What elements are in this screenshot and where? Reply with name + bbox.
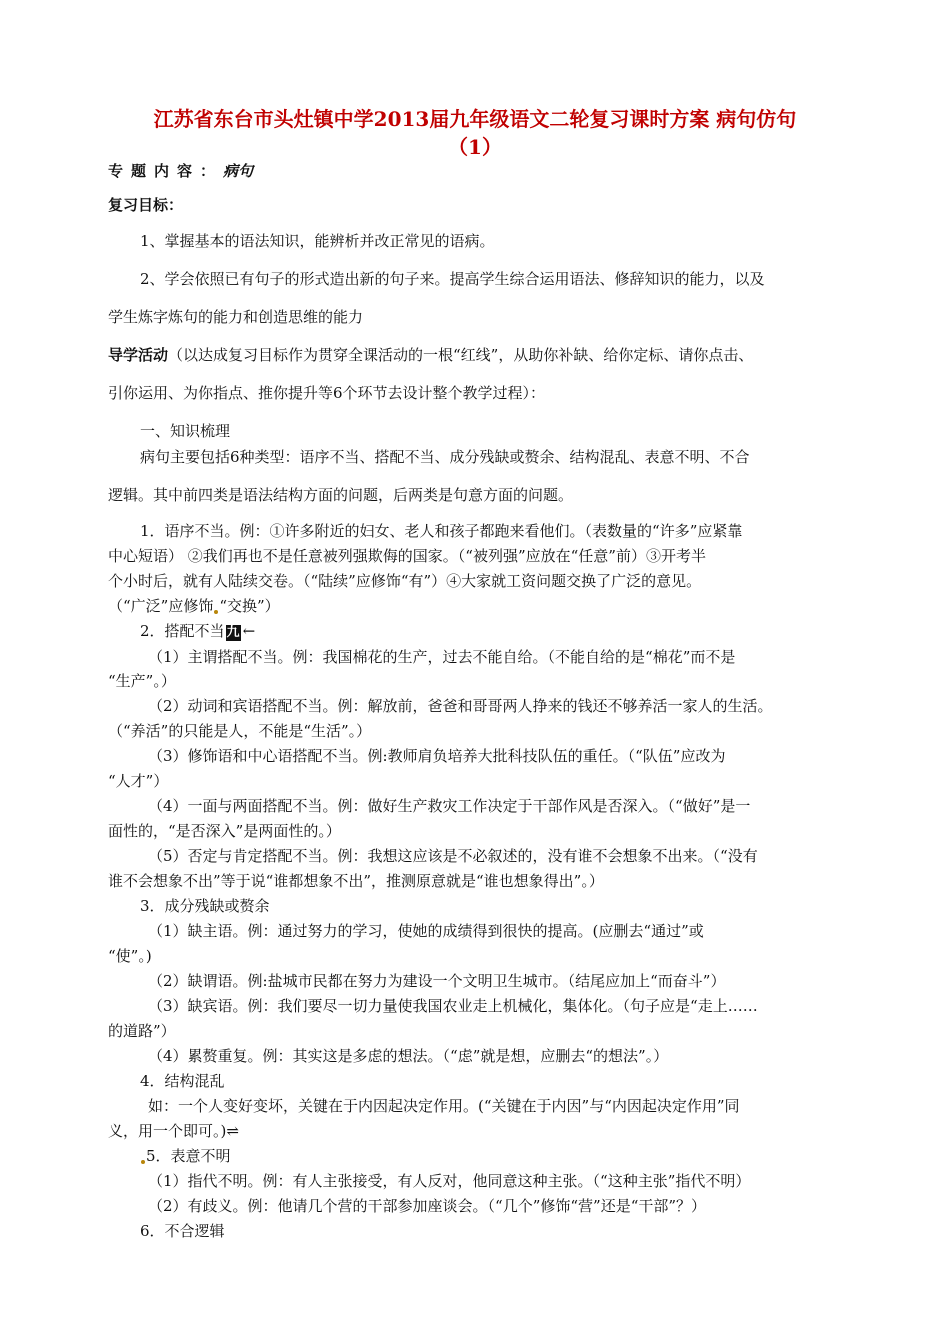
goals-heading: 复习目标：: [108, 196, 184, 214]
item-1-line-1: 1．语序不当。例：①许多附近的妇女、老人和孩子都跑来看他们。（表数量的“许多”应紧靠: [140, 522, 743, 540]
goal-item-2-line-1: 2、学会依照已有句子的形式造出新的句子来。提高学生综合运用语法、修辞知识的能力，以及: [140, 270, 765, 288]
item-3-1-line-2: “使”。): [108, 947, 152, 965]
activity-text-1: （以达成复习目标作为贯穿全课活动的一根“红线”，从助你补缺、给你定标、请你点击、: [168, 346, 754, 364]
item-3-4-line: （4）累赘重复。例：其实这是多虑的想法。（“虑”就是想，应删去“的想法”。）: [148, 1047, 669, 1065]
item-5-heading-row: [140, 1145, 231, 1166]
item-5-2-line: （2）有歧义。例：他请几个营的干部参加座谈会。（“几个”修饰“营”还是“干部”？）: [148, 1197, 707, 1215]
section-1-paragraph-1: 病句主要包括6种类型：语序不当、搭配不当、成分残缺或赘余、结构混乱、表意不明、不合: [140, 448, 750, 466]
item-6-heading: 6．不合逻辑: [140, 1222, 225, 1240]
item-1-line-2: 中心短语） ②我们再也不是任意被列强欺侮的国家。（“被列强”应放在“任意”前）③开考半: [108, 547, 706, 565]
activity-line-1: [108, 344, 753, 365]
item-2-4-line-2: 面性的，“是否深入”是两面性的。）: [108, 822, 341, 840]
item-3-3-line-2: 的道路”）: [108, 1022, 176, 1040]
goal-item-1: 1、掌握基本的语法知识，能辨析并改正常见的语病。: [140, 232, 495, 250]
item-1-line-4: [108, 595, 280, 616]
item-2-heading-row: [140, 620, 255, 641]
item-3-heading: 3．成分残缺或赘余: [140, 897, 270, 915]
item-2-2-line-2: （“养活”的只能是人，不能是“生活”。）: [108, 722, 372, 740]
item-2-4-line-1: （4）一面与两面搭配不当。例：做好生产救灾工作决定于干部作风是否深入。（“做好”是一: [148, 797, 751, 815]
item-1-line-4-suffix: “交换”）: [219, 597, 280, 615]
highlight-mark: 九: [226, 625, 240, 640]
goal-item-2-line-2: 学生炼字炼句的能力和创造思维的能力: [108, 308, 364, 326]
activity-heading: 导学活动: [108, 346, 169, 364]
item-2-3-line-1: （3）修饰语和中心语搭配不当。例:教师肩负培养大批科技队伍的重任。（“队伍”应改为: [148, 747, 726, 765]
item-5-1-line: （1）指代不明。例：有人主张接受，有人反对，他同意这种主张。（“这种主张”指代不明）: [148, 1172, 751, 1190]
document-title-continued: （1）: [448, 135, 502, 159]
ink-dot-mark: [214, 610, 218, 614]
item-3-1-line-1: （1）缺主语。例：通过努力的学习，使她的成绩得到很快的提高。(应删去“通过”或: [148, 922, 704, 940]
item-2-1-line-2: “生产”。）: [108, 672, 176, 690]
item-3-2-line: （2）缺谓语。例:盐城市民都在努力为建设一个文明卫生城市。（结尾应加上“而奋斗”）: [148, 972, 726, 990]
item-2-heading: 2．搭配不当: [140, 622, 225, 640]
left-arrow-icon: ←: [242, 622, 256, 640]
item-4-line-2-text: 义，用一个即可。): [108, 1122, 227, 1140]
document-title: 江苏省东台市头灶镇中学2013届九年级语文二轮复习课时方案 病句仿句: [153, 107, 797, 131]
activity-line-2: 引你运用、为你指点、推你提升等6个环节去设计整个教学过程）：: [108, 384, 546, 402]
item-1-line-4-prefix: （“广泛”应修饰: [108, 597, 214, 615]
section-1-heading: 一、知识梳理: [140, 422, 231, 440]
item-1-line-3: 个小时后，就有人陆续交卷。（“陆续”应修饰“有”）④大家就工资问题交换了广泛的意见。: [108, 572, 702, 590]
item-5-heading: 5．表意不明: [146, 1147, 231, 1165]
topic-value: 病句: [223, 162, 254, 180]
section-1-paragraph-2: 逻辑。其中前四类是语法结构方面的问题，后两类是句意方面的问题。: [108, 486, 574, 504]
item-4-line-2: [108, 1120, 239, 1141]
edit-mark-icon: ⇌: [226, 1122, 239, 1140]
item-2-2-line-1: （2）动词和宾语搭配不当。例：解放前，爸爸和哥哥两人挣来的钱还不够养活一家人的生活。: [148, 697, 773, 715]
topic-label: 专题内容：: [108, 162, 224, 180]
item-3-3-line-1: （3）缺宾语。例：我们要尽一切力量使我国农业走上机械化，集体化。（句子应是“走上……: [148, 997, 758, 1015]
ink-dot-mark: [141, 1160, 145, 1164]
item-2-5-line-2: 谁不会想象不出”等于说“谁都想象不出”，推测原意就是“谁也想象得出”。）: [108, 872, 604, 890]
item-2-5-line-1: （5）否定与肯定搭配不当。例：我想这应该是不必叙述的，没有谁不会想象不出来。（“没有: [148, 847, 758, 865]
item-2-3-line-2: “人才”）: [108, 772, 169, 790]
item-4-heading: 4．结构混乱: [140, 1072, 225, 1090]
item-2-1-line-1: （1）主谓搭配不当。例：我国棉花的生产，过去不能自给。（不能自给的是“棉花”而不是: [148, 648, 736, 666]
topic-row: [108, 160, 253, 181]
item-4-line-1: 如：一个人变好变坏，关键在于内因起决定作用。(“关键在于内因”与“内因起决定作用”同: [148, 1097, 740, 1115]
